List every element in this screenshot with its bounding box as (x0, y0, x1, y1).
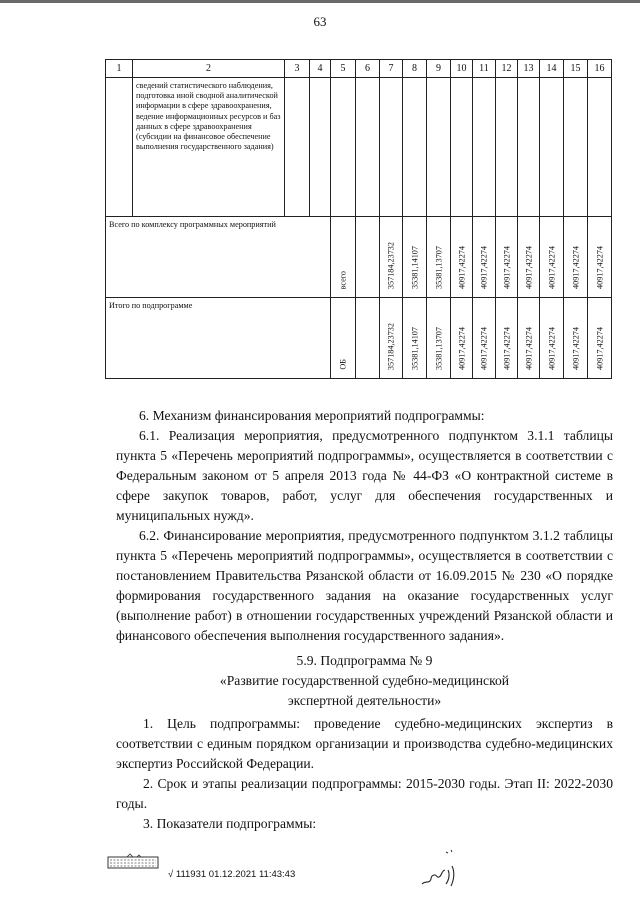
table-header-row (106, 60, 612, 78)
subprogram-goals-section (116, 714, 613, 834)
col-number: 12 (496, 60, 518, 78)
registration-number: 111931 01.12.2021 11:43:43 (175, 869, 296, 880)
value-cell: 35381,13707 (434, 246, 443, 289)
subprogram-title-line: 5.9. Подпрограмма № 9 (296, 653, 433, 668)
col-number: 13 (518, 60, 540, 78)
col-number: 8 (403, 60, 427, 78)
subprogram-title-line: экспертной деятельности» (287, 693, 442, 708)
col-number: 1 (106, 60, 133, 78)
document-registration-ref (168, 869, 295, 880)
col-number: 3 (285, 60, 310, 78)
value-cell: 40917,42274 (595, 246, 604, 289)
col-number: 4 (310, 60, 331, 78)
col-number: 6 (356, 60, 380, 78)
value-cell: 40917,42274 (502, 327, 511, 370)
funding-source: ОБ (338, 359, 348, 370)
value-cell: 357184,23732 (386, 241, 396, 289)
value-cell: 35381,14107 (410, 246, 419, 289)
col-number: 10 (451, 60, 473, 78)
value-cell: 40917,42274 (571, 246, 580, 289)
paragraph: 2. Срок и этапы реализации подпрограммы: 2015-2030 годы. Этап II: 2022-2030 годы. (116, 776, 613, 811)
subprogram-total-label: Итого по подпрограмме (109, 301, 193, 310)
page-number: 63 (313, 14, 327, 29)
col-number: 15 (564, 60, 588, 78)
col-number: 7 (380, 60, 403, 78)
paragraph: 6.2. Финансирование мероприятия, предусмотренного подпунктом 3.1.2 таблицы пункта 5 «Перечень мероприятий подпрограммы», осуществляется в соответствии с постановлением Правительства Рязанской области от 16.09.2015 № 230 «О порядке формирования государственного задания на оказание государственных услуг (выполнение работ) в отношении государственных учреждений Рязанской области и финансового обеспечения выполнения государственного задания». (116, 528, 613, 643)
paragraph: 1. Цель подпрограммы: проведение судебно-медицинских экспертиз в соответствии с единым порядком организации и производства судебно-медицинских экспертиз Российской Федерации. (116, 716, 613, 771)
value-cell: 40917,42274 (547, 327, 556, 370)
value-cell: 35381,14107 (410, 327, 419, 370)
value-cell: 40917,42274 (502, 246, 511, 289)
value-cell: 40917,42274 (457, 246, 466, 289)
subprogram-title (116, 651, 613, 711)
activity-description: сведений статистического наблюдения, подготовка иной сводной аналитической информации в сфере здравоохранения, ведение информационных ресурсов и баз данных в сфере здравоохранения (субсидии на финансовое обеспечение выполнения государственного задания) (136, 81, 281, 152)
value-cell: 40917,42274 (524, 246, 533, 289)
col-number: 9 (427, 60, 451, 78)
value-cell: 357184,23732 (386, 322, 396, 370)
table-row (106, 78, 612, 217)
value-cell: 40917,42274 (479, 327, 489, 370)
col-number: 2 (133, 60, 285, 78)
subprogram-title-line: «Развитие государственной судебно-медицинской (219, 673, 510, 688)
page-top-edge (0, 0, 640, 3)
value-cell: 40917,42274 (547, 246, 556, 289)
section-heading: 6. Механизм финансирования мероприятий подпрограммы: (139, 408, 485, 423)
registration-mark-icon: √ (168, 869, 174, 880)
paragraph: 3. Показатели подпрограммы: (143, 816, 317, 831)
value-cell: 35381,13707 (434, 327, 443, 370)
table-row-subprogram-total (106, 298, 612, 379)
col-number: 14 (540, 60, 564, 78)
funding-source: всего (338, 270, 348, 289)
funding-table (105, 59, 612, 379)
col-number: 16 (588, 60, 612, 78)
value-cell: 40917,42274 (524, 327, 533, 370)
signature-icon (418, 848, 478, 890)
value-cell: 40917,42274 (457, 327, 466, 370)
col-number: 5 (331, 60, 356, 78)
value-cell: 40917,42274 (595, 327, 604, 370)
col-number: 11 (473, 60, 496, 78)
value-cell: 40917,42274 (571, 327, 580, 370)
financing-mechanism-section (116, 406, 613, 646)
registration-stamp-icon (107, 853, 159, 869)
table-row-total (106, 217, 612, 298)
value-cell: 40917,42274 (479, 246, 489, 289)
total-row-label: Всего по комплексу программных мероприятий (109, 220, 276, 229)
paragraph: 6.1. Реализация мероприятия, предусмотренного подпунктом 3.1.1 таблицы пункта 5 «Перечень мероприятий подпрограммы», осуществляется в соответствии с Федеральным законом от 5 апреля 2013 года № 44-ФЗ «О контрактной системе в сфере закупок товаров, работ, услуг для обеспечения государственных и муниципальных нужд». (116, 428, 613, 523)
